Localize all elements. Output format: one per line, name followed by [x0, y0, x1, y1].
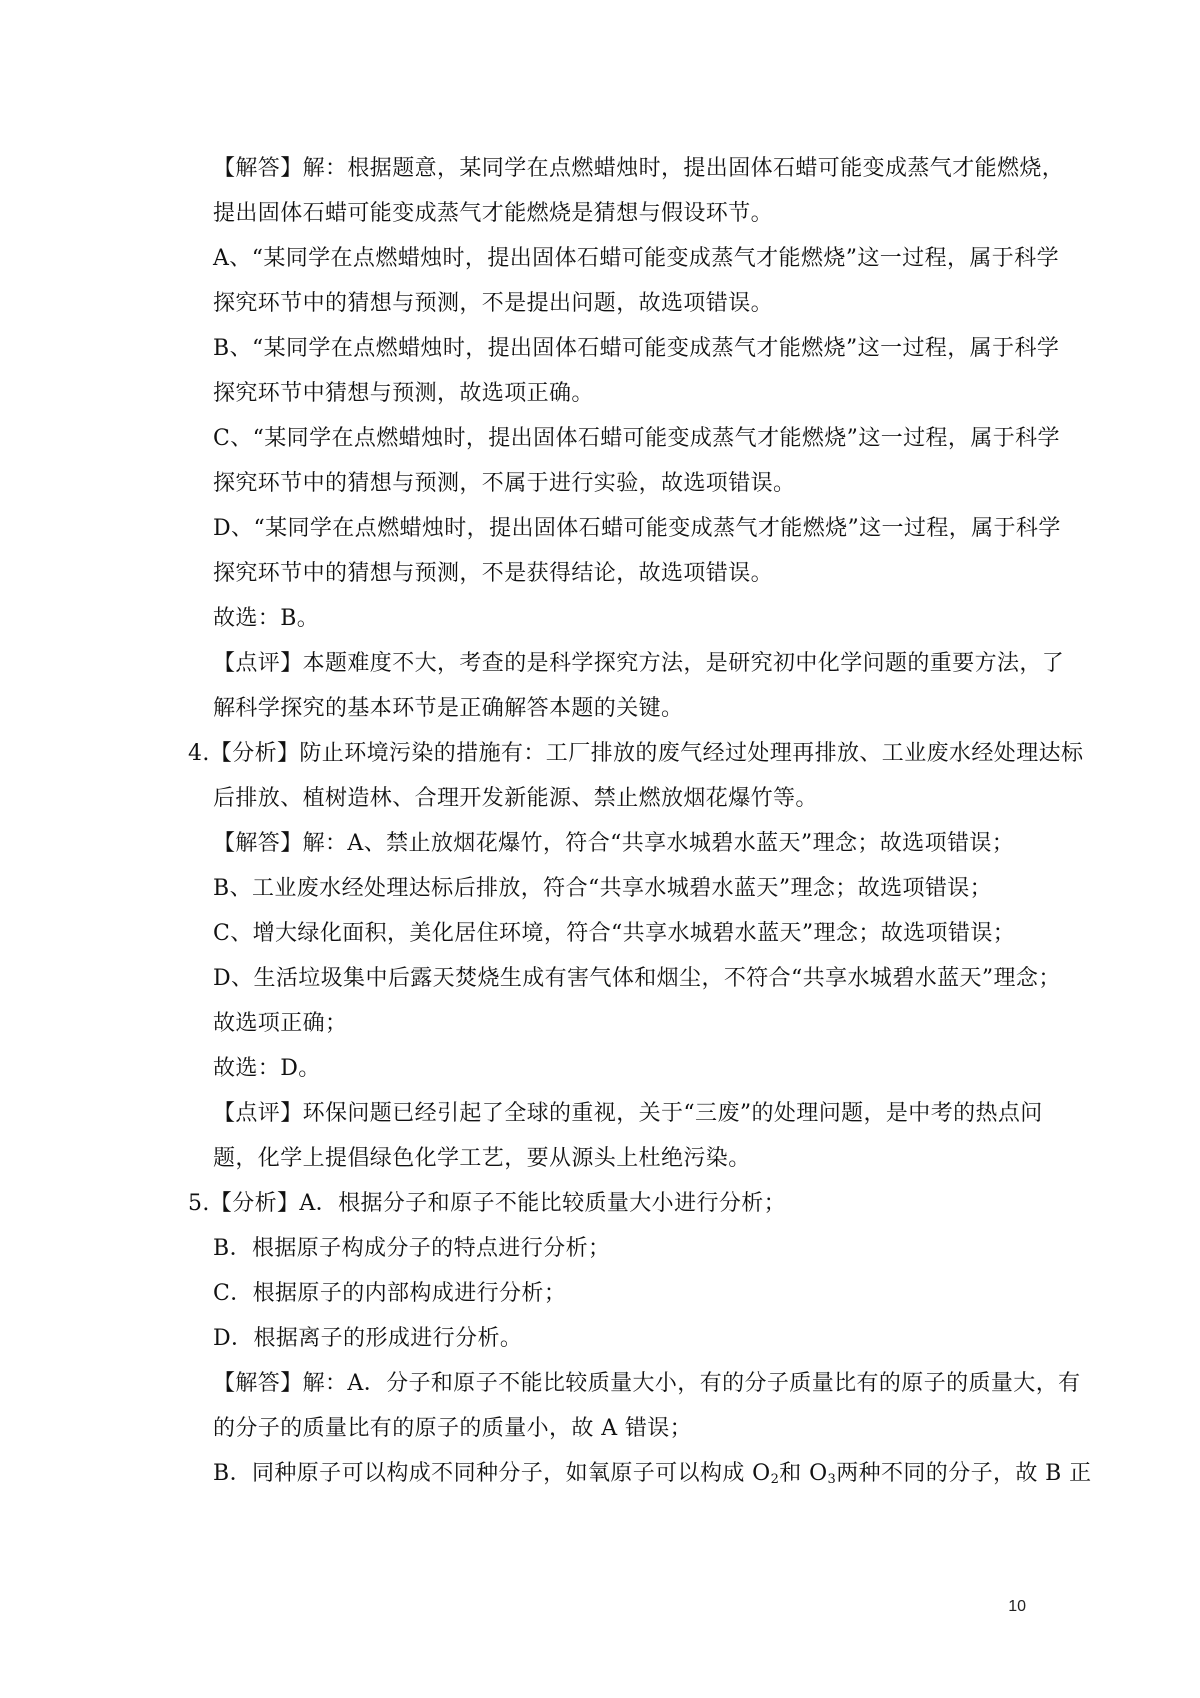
page-number: 10: [1008, 1598, 1026, 1615]
text-segment: 两种不同的分子，故 B 正: [836, 1461, 1092, 1486]
text-line-with-formulas: [213, 1451, 1092, 1496]
text-line: C．根据原子的内部构成进行分析；: [213, 1281, 567, 1306]
text-line: 【解答】解：A、禁止放烟花爆竹，符合“共享水城碧水蓝天”理念；故选项错误；: [213, 831, 1015, 856]
text-line: C、增大绿化面积，美化居住环境，符合“共享水城碧水蓝天”理念；故选项错误；: [213, 921, 1016, 946]
text-line: D、“某同学在点燃蜡烛时，提出固体石蜡可能变成蒸气才能燃烧”这一过程，属于科学: [213, 516, 1061, 541]
text-line: D、生活垃圾集中后露天焚烧生成有害气体和烟尘，不符合“共享水城碧水蓝天”理念；: [213, 966, 1061, 991]
text-line: 探究环节中猜想与预测，故选项正确。: [213, 381, 594, 406]
text-line: 的分子的质量比有的原子的质量小，故 A 错误；: [213, 1416, 693, 1441]
text-segment: B．同种原子可以构成不同种分子，如氧原子可以构成 O: [213, 1461, 771, 1486]
text-line: B、“某同学在点燃蜡烛时，提出固体石蜡可能变成蒸气才能燃烧”这一过程，属于科学: [213, 336, 1060, 361]
text-line: B、工业废水经处理达标后排放，符合“共享水城碧水蓝天”理念；故选项错误；: [213, 876, 993, 901]
text-line: 【解答】解：A．分子和原子不能比较质量大小，有的分子质量比有的原子的质量大，有: [213, 1371, 1081, 1396]
text-line: 探究环节中的猜想与预测，不是获得结论，故选项错误。: [213, 561, 774, 586]
text-line: 解科学探究的基本环节是正确解答本题的关键。: [213, 696, 684, 721]
text-line: B．根据原子构成分子的特点进行分析；: [213, 1236, 611, 1261]
text-line: D．根据离子的形成进行分析。: [213, 1326, 523, 1351]
text-line: 故选：B。: [213, 606, 320, 631]
text-line: 【点评】本题难度不大，考查的是科学探究方法，是研究初中化学问题的重要方法，了: [213, 651, 1065, 676]
text-line: 故选：D。: [213, 1056, 321, 1081]
subscript: 2: [770, 1472, 780, 1487]
text-line: 【点评】环保问题已经引起了全球的重视，关于“三废”的处理问题，是中考的热点问: [213, 1101, 1043, 1126]
text-line: 提出固体石蜡可能变成蒸气才能燃烧是猜想与假设环节。: [213, 201, 774, 226]
text-line: 【解答】解：根据题意，某同学在点燃蜡烛时，提出固体石蜡可能变成蒸气才能燃烧，: [213, 156, 1065, 181]
text-line: 故选项正确；: [213, 1011, 348, 1036]
question-4-heading: 4.【分析】防止环境污染的措施有：工厂排放的废气经过处理再排放、工业废水经处理达标: [188, 741, 1084, 766]
text-line: 后排放、植树造林、合理开发新能源、禁止燃放烟花爆竹等。: [213, 786, 818, 811]
text-line: A、“某同学在点燃蜡烛时，提出固体石蜡可能变成蒸气才能燃烧”这一过程，属于科学: [213, 246, 1059, 271]
text-line: 题，化学上提倡绿色化学工艺，要从源头上杜绝污染。: [213, 1146, 751, 1171]
question-5-heading: 5.【分析】A．根据分子和原子不能比较质量大小进行分析；: [188, 1191, 787, 1216]
text-line: C、“某同学在点燃蜡烛时，提出固体石蜡可能变成蒸气才能燃烧”这一过程，属于科学: [213, 426, 1060, 451]
document-body: [188, 146, 1092, 1496]
text-segment: 和 O: [779, 1461, 828, 1486]
text-line: 探究环节中的猜想与预测，不是提出问题，故选项错误。: [213, 291, 774, 316]
text-line: 探究环节中的猜想与预测，不属于进行实验，故选项错误。: [213, 471, 796, 496]
subscript: 3: [827, 1472, 837, 1487]
